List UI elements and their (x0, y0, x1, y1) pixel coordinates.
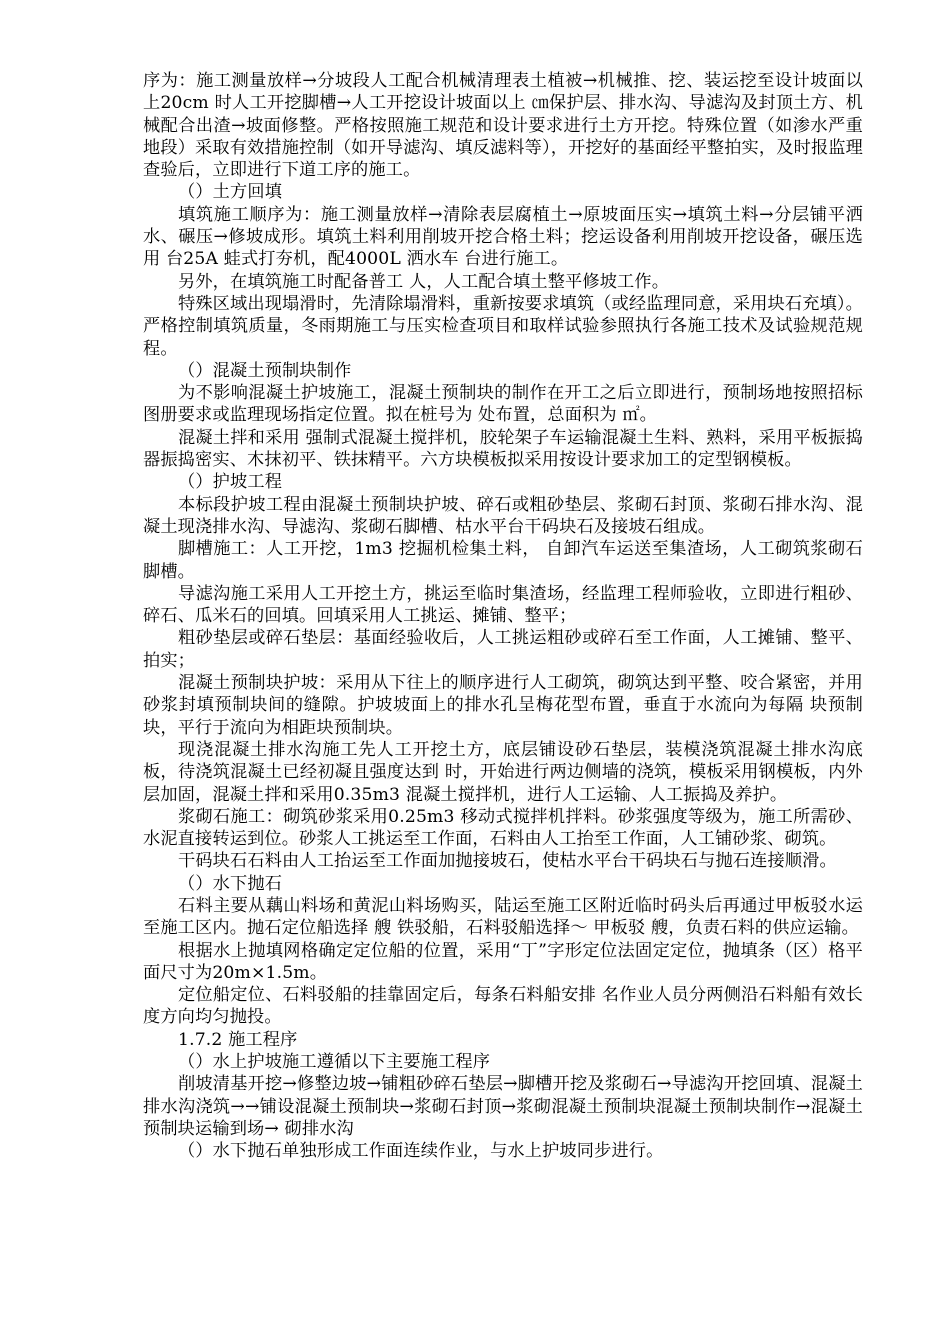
paragraph: 混凝土拌和采用 强制式混凝土搅拌机，胶轮架子车运输混凝土生料、熟料，采用平板振捣器振捣密实、木抹初平、铁抹精平。六方块模板拟采用按设计要求加工的定型钢模板。 (143, 427, 863, 471)
paragraph: 混凝土预制块护坡：采用从下往上的顺序进行人工砌筑，砌筑达到平整、咬合紧密，并用砂浆封填预制块间的缝隙。护坡坡面上的排水孔呈梅花型布置，垂直于水流向为每隔 块预制块，平行于流向为相距块预制块。 (143, 673, 863, 738)
paragraph: 石料主要从藕山料场和黄泥山料场购买，陆运至施工区附近临时码头后再通过甲板驳水运至施工区内。抛石定位船选择 艘 铁驳船，石料驳船选择～ 甲板驳 艘，负责石料的供应运输。 (143, 895, 863, 939)
section-heading: （）水上护坡施工遵循以下主要施工程序 (178, 1052, 491, 1073)
section-heading: （）水下抛石单独形成工作面连续作业，与水上护坡同步进行。 (178, 1141, 664, 1162)
document-body (143, 70, 863, 1163)
paragraph: 定位船定位、石料驳船的挂靠固定后，每条石料船安排 名作业人员分两侧沿石料船有效长度方向均匀抛投。 (143, 985, 863, 1028)
paragraph: 为不影响混凝土护坡施工，混凝土预制块的制作在开工之后立即进行，预制场地按照招标图册要求或监理现场指定位置。拟在桩号为 处布置，总面积为 ㎡。 (143, 383, 863, 426)
paragraph: 序为：施工测量放样→分坡段人工配合机械清理表土植被→机械推、挖、装运挖至设计坡面以上20cm 时人工开挖脚槽→人工开挖设计坡面以上 ㎝保护层、排水沟、导滤沟及封顶土方、机械配合出渣→坡面修整。严格按照施工规范和设计要求进行土方开挖。特殊位置（如渗水严重地段）采取有效措施控制（如开导滤沟、填反滤料等），开挖好的基面经平整拍实，及时报监理查验后，立即进行下道工序的施工。 (143, 71, 863, 181)
paragraph: 削坡清基开挖→修整边坡→铺粗砂碎石垫层→脚槽开挖及浆砌石→导滤沟开挖回填、混凝土排水沟浇筑→→铺设混凝土预制块→浆砌石封顶→浆砌混凝土预制块混凝土预制块制作→混凝土预制块运输到场→ 砌排水沟 (143, 1074, 863, 1139)
paragraph: 浆砌石施工：砌筑砂浆采用0.25m3 移动式搅拌机拌料。砂浆强度等级为，施工所需砂、水泥直接转运到位。砂浆人工挑运至工作面，石料由人工抬至工作面，人工铺砂浆、砌筑。 (143, 806, 863, 850)
section-heading: （）水下抛石 (178, 873, 283, 894)
paragraph: 另外，在填筑施工时配备普工 人，人工配合填土整平修坡工作。 (178, 271, 670, 292)
paragraph: 特殊区域出现塌滑时，先清除塌滑料，重新按要求填筑（或经监理同意，采用块石充填）。严格控制填筑质量，冬雨期施工与压实检查项目和取样试验参照执行各施工技术及试验规范规程。 (143, 293, 863, 359)
paragraph: 粗砂垫层或碎石垫层：基面经验收后，人工挑运粗砂或碎石至工作面，人工摊铺、整平、拍实； (143, 628, 863, 671)
paragraph: 导滤沟施工采用人工开挖土方，挑运至临时集渣场，经监理工程师验收，立即进行粗砂、碎石、瓜米石的回填。回填采用人工挑运、摊铺、整平； (143, 583, 863, 627)
section-heading: （）土方回填 (178, 182, 283, 203)
section-heading: 1.7.2 施工程序 (178, 1029, 298, 1050)
section-heading: （）护坡工程 (178, 472, 283, 493)
paragraph: 本标段护坡工程由混凝土预制块护坡、碎石或粗砂垫层、浆砌石封顶、浆砌石排水沟、混凝土现浇排水沟、导滤沟、浆砌石脚槽、枯水平台干码块石及接坡石组成。 (143, 494, 863, 537)
paragraph: 现浇混凝土排水沟施工先人工开挖土方，底层铺设砂石垫层，装模浇筑混凝土排水沟底板，待浇筑混凝土已经初凝且强度达到 时，开始进行两边侧墙的浇筑，模板采用钢模板，内外层加固，混凝土拌和采用0.35m3 混凝土搅拌机，进行人工运输、人工振捣及养护。 (143, 739, 863, 805)
paragraph: 填筑施工顺序为：施工测量放样→清除表层腐植土→原坡面压实→填筑土料→分层铺平洒水、碾压→修坡成形。填筑土料利用削坡开挖合格土料；挖运设备利用削坡开挖设备，碾压选用 台25A 蛙式打夯机，配4000L 洒水车 台进行施工。 (143, 204, 863, 270)
paragraph: 脚槽施工：人工开挖，1m3 挖掘机检集土料， 自卸汽车运送至集渣场，人工砌筑浆砌石脚槽。 (143, 539, 863, 582)
paragraph: 根据水上抛填网格确定定位船的位置，采用“丁”字形定位法固定定位，抛填条（区）格平面尺寸为20m×1.5m。 (143, 940, 863, 983)
section-heading: （）混凝土预制块制作 (178, 360, 352, 381)
paragraph: 干码块石石料由人工抬运至工作面加抛接坡石，使枯水平台干码块石与抛石连接顺滑。 (178, 851, 837, 872)
